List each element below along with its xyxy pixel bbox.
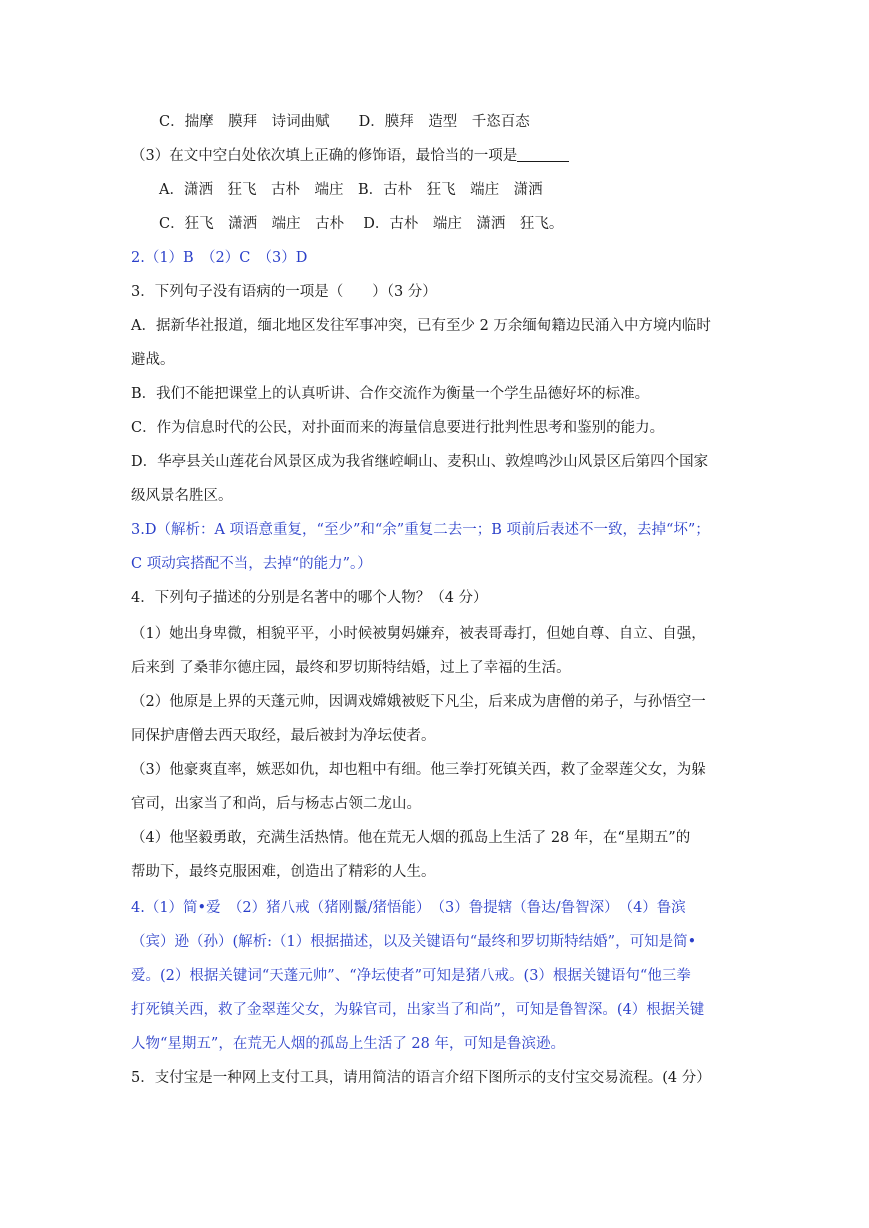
q3-answer-line2: C 项动宾搭配不当，去掉“的能力”。）	[131, 556, 372, 572]
q4-item4-line1: （4）他坚毅勇敢，充满生活热情。他在荒无人烟的孤岛上生活了 28 年，在“星期五”的	[131, 830, 691, 846]
q3-option-a-line1: A．据新华社报道，缅北地区发往军事冲突，已有至少 2 万余缅甸籍边民涌入中方境内临时	[131, 318, 711, 334]
q3-option-d-line2: 级风景名胜区。	[131, 488, 233, 504]
q2-part3-stem-line	[131, 146, 569, 166]
q2-answer: 2.（1）B （2）C （3）D	[131, 250, 308, 266]
q3-option-b: B．我们不能把课堂上的认真听讲、合作交流作为衡量一个学生品德好坏的标准。	[131, 386, 650, 402]
q3-answer-line1: 3.D（解析：A 项语意重复，“至少”和“余”重复二去一；B 项前后表述不一致，去掉“坏”；	[131, 522, 710, 538]
q4-answer-line4: 打死镇关西，救了金翠莲父女，为躲官司，出家当了和尚”，可知是鲁智深。(4）根据关键	[131, 1002, 705, 1018]
answer-blank	[517, 147, 569, 162]
q3-option-c: C．作为信息时代的公民，对扑面而来的海量信息要进行批判性思考和鉴别的能力。	[131, 420, 665, 436]
q2-part3-stem: （3）在文中空白处依次填上正确的修饰语，最恰当的一项是	[131, 148, 518, 164]
q4-item1-line1: （1）她出身卑微，相貌平平，小时候被舅妈嫌弃，被表哥毒打，但她自尊、自立、自强，	[131, 626, 706, 642]
q4-answer-line3: 爱。(2）根据关键词“天蓬元帅”、“净坛使者”可知是猪八戒。(3）根据关键语句“他三拳	[131, 968, 691, 984]
q4-answer-line5: 人物“星期五”，在荒无人烟的孤岛上生活了 28 年，可知是鲁滨逊。	[131, 1036, 565, 1052]
q3-stem: 3．下列句子没有语病的一项是（ ）（3 分）	[131, 284, 437, 300]
q3-option-d-line1: D．华亭县关山莲花台风景区成为我省继崆峒山、麦积山、敦煌鸣沙山风景区后第四个国家	[131, 454, 709, 470]
q4-item2-line2: 同保护唐僧去西天取经，最后被封为净坛使者。	[131, 728, 436, 744]
q4-item1-line2: 后来到 了桑菲尔德庄园，最终和罗切斯特结婚，过上了幸福的生活。	[131, 660, 571, 676]
q3-option-a-line2: 避战。	[131, 352, 175, 368]
q2-part3-options-ab: A．潇洒 狂飞 古朴 端庄 B．古朴 狂飞 端庄 潇洒	[159, 182, 543, 198]
q5-stem: 5．支付宝是一种网上支付工具，请用简洁的语言介绍下图所示的支付宝交易流程。(4 分）	[131, 1070, 711, 1086]
q2-part3-options-cd: C．狂飞 潇洒 端庄 古朴 D．古朴 端庄 潇洒 狂飞。	[159, 216, 564, 232]
q4-item4-line2: 帮助下，最终克服困难，创造出了精彩的人生。	[131, 864, 436, 880]
q4-answer-line2: （宾）逊（孙）(解析:（1）根据描述，以及关键语句“最终和罗切斯特结婚”，可知是简•	[131, 934, 697, 950]
q2-options-cd: C．揣摩 膜拜 诗词曲赋 D．膜拜 造型 千恣百态	[159, 114, 530, 130]
q4-answer-line1: 4.（1）简•爱 （2）猪八戒（猪刚鬣/猪悟能） （3）鲁提辖（鲁达/鲁智深） （4）鲁滨	[131, 900, 686, 916]
q4-stem: 4．下列句子描述的分别是名著中的哪个人物？（4 分）	[131, 590, 488, 606]
q4-item2-line1: （2）他原是上界的天蓬元帅，因调戏嫦娥被贬下凡尘，后来成为唐僧的弟子，与孙悟空一	[131, 694, 706, 710]
q4-item3-line1: （3）他豪爽直率，嫉恶如仇，却也粗中有细。他三拳打死镇关西，救了金翠莲父女，为躲	[131, 762, 706, 778]
q4-item3-line2: 官司，出家当了和尚，后与杨志占领二龙山。	[131, 796, 421, 812]
